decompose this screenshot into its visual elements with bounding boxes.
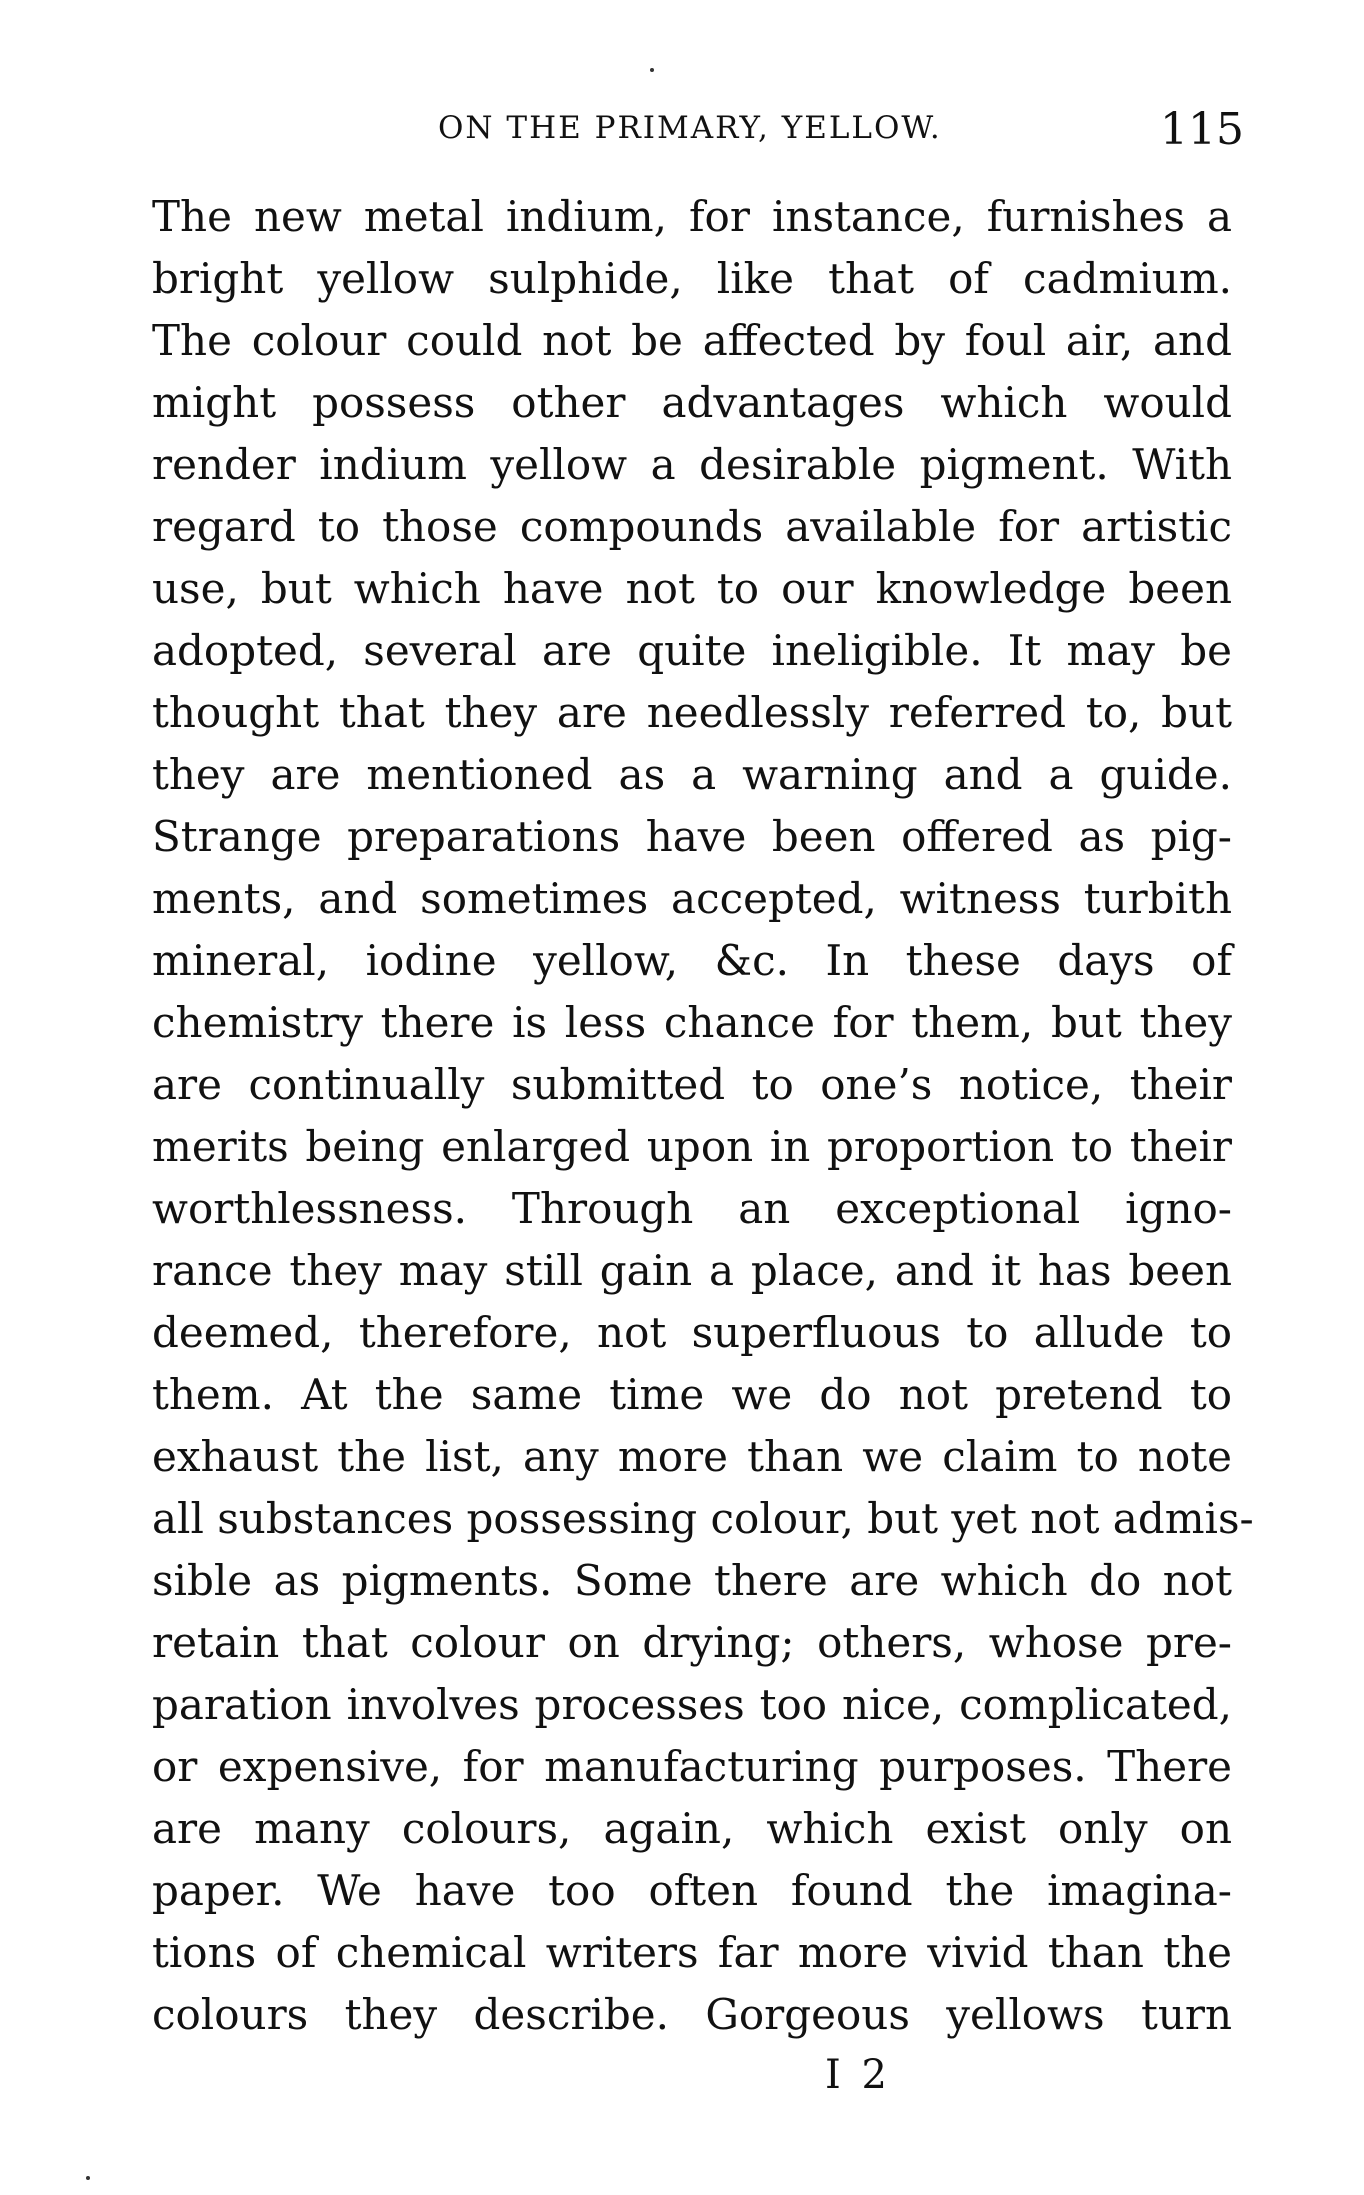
text-line: rance they may still gain a place, and it has been bbox=[152, 1246, 1232, 1295]
text-line: might possess other advantages which would bbox=[152, 378, 1232, 427]
text-line: sible as pigments. Some there are which do not bbox=[152, 1556, 1232, 1605]
text-line: merits being enlarged upon in proportion to their bbox=[152, 1122, 1232, 1171]
text-line: adopted, several are quite ineligible. It may be bbox=[152, 626, 1232, 675]
text-line: tions of chemical writers far more vivid than the bbox=[152, 1928, 1232, 1977]
text-line: or expensive, for manufacturing purposes. There bbox=[152, 1742, 1232, 1791]
scan-speck bbox=[86, 2176, 90, 2180]
text-line: ments, and sometimes accepted, witness turbith bbox=[152, 874, 1232, 923]
text-line: thought that they are needlessly referred to, but bbox=[152, 688, 1232, 737]
text-line: colours they describe. Gorgeous yellows turn bbox=[152, 1990, 1232, 2039]
text-line: bright yellow sulphide, like that of cadmium. bbox=[152, 254, 1232, 303]
text-line: all substances possessing colour, but yet not admis- bbox=[152, 1494, 1254, 1543]
text-line: exhaust the list, any more than we claim to note bbox=[152, 1432, 1232, 1481]
body-text bbox=[152, 186, 1254, 2046]
scan-speck bbox=[650, 68, 654, 72]
text-line: regard to those compounds available for artistic bbox=[152, 502, 1232, 551]
page-number: 115 bbox=[1160, 104, 1244, 155]
text-line: deemed, therefore, not superfluous to allude to bbox=[152, 1308, 1232, 1357]
text-line: chemistry there is less chance for them, but they bbox=[152, 998, 1232, 1047]
text-line: The colour could not be affected by foul air, and bbox=[152, 316, 1232, 365]
text-line: worthlessness. Through an exceptional igno- bbox=[152, 1184, 1232, 1233]
text-line: Strange preparations have been offered as pig- bbox=[152, 812, 1232, 861]
running-head: ON THE PRIMARY, YELLOW. bbox=[438, 110, 942, 146]
signature-mark: I 2 bbox=[825, 2052, 891, 2098]
text-line: The new metal indium, for instance, furnishes a bbox=[152, 192, 1232, 241]
text-line: mineral, iodine yellow, &c. In these days of bbox=[152, 936, 1232, 985]
text-line: use, but which have not to our knowledge been bbox=[152, 564, 1232, 613]
text-line: they are mentioned as a warning and a guide. bbox=[152, 750, 1232, 799]
text-line: are many colours, again, which exist only on bbox=[152, 1804, 1232, 1853]
text-line: paration involves processes too nice, complicated, bbox=[152, 1680, 1232, 1729]
text-line: them. At the same time we do not pretend to bbox=[152, 1370, 1232, 1419]
text-line: are continually submitted to one’s notice, their bbox=[152, 1060, 1232, 1109]
text-line: retain that colour on drying; others, whose pre- bbox=[152, 1618, 1232, 1667]
text-line: render indium yellow a desirable pigment. With bbox=[152, 440, 1232, 489]
text-line: paper. We have too often found the imagina- bbox=[152, 1866, 1232, 1915]
